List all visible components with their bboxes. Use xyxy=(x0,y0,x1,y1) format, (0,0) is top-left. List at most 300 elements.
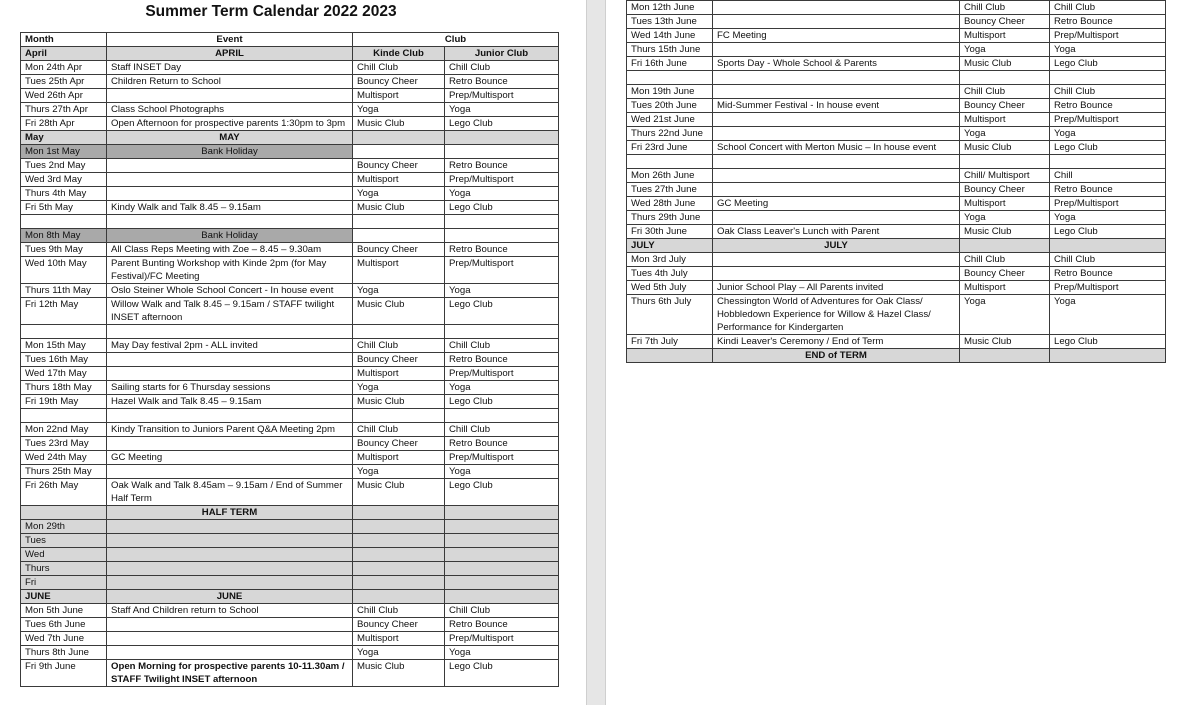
spacer-cell xyxy=(107,324,353,338)
row-date: Fri 30th June xyxy=(627,224,713,238)
row-kinde-club: Multisport xyxy=(353,450,445,464)
row-kinde-club xyxy=(353,505,445,519)
calendar-row xyxy=(21,617,559,631)
row-kinde-club: Chill Club xyxy=(353,603,445,617)
spacer-cell xyxy=(1050,154,1166,168)
row-junior-club: Retro Bounce xyxy=(445,352,559,366)
event-header: Event xyxy=(107,33,353,47)
row-kinde-club: Music Club xyxy=(353,478,445,505)
calendar-row xyxy=(21,89,559,103)
row-kinde-club: Multisport xyxy=(960,112,1050,126)
row-junior-club: Prep/Multisport xyxy=(1050,280,1166,294)
row-event: Sports Day - Whole School & Parents xyxy=(713,57,960,71)
row-kinde-club: Chill Club xyxy=(353,61,445,75)
row-date: Thurs 4th May xyxy=(21,187,107,201)
row-junior-club: Lego Club xyxy=(445,297,559,324)
row-junior-club: Yoga xyxy=(1050,294,1166,334)
row-junior-club xyxy=(445,575,559,589)
spacer-cell xyxy=(713,71,960,85)
row-junior-club: Prep/Multisport xyxy=(445,366,559,380)
row-date: Wed 14th June xyxy=(627,29,713,43)
row-kinde-club: Bouncy Cheer xyxy=(960,15,1050,29)
spacer-cell xyxy=(1050,71,1166,85)
row-date: Mon 1st May xyxy=(21,145,107,159)
row-event xyxy=(713,126,960,140)
row-kinde-club xyxy=(353,228,445,242)
term-label: END of TERM xyxy=(713,348,960,362)
row-kinde-club: Music Club xyxy=(353,394,445,408)
row-date: Thurs xyxy=(21,561,107,575)
row-junior-club: Prep/Multisport xyxy=(445,256,559,283)
row-kinde-club: Multisport xyxy=(960,280,1050,294)
row-date: Tues 16th May xyxy=(21,352,107,366)
row-date: Fri 19th May xyxy=(21,394,107,408)
section-month: JULY xyxy=(627,238,713,252)
row-junior-club: Retro Bounce xyxy=(445,159,559,173)
row-event xyxy=(107,547,353,561)
row-event: Kindy Walk and Talk 8.45 – 9.15am xyxy=(107,201,353,215)
section-month: April xyxy=(21,47,107,61)
row-kinde-club: Multisport xyxy=(353,89,445,103)
row-date: Wed 21st June xyxy=(627,112,713,126)
calendar-table-left xyxy=(20,32,559,687)
row-junior-club: Retro Bounce xyxy=(1050,266,1166,280)
row-date xyxy=(627,348,713,362)
calendar-row xyxy=(627,126,1166,140)
section-junior xyxy=(445,131,559,145)
row-kinde-club: Bouncy Cheer xyxy=(353,436,445,450)
row-date: Fri 7th July xyxy=(627,334,713,348)
spacer-row xyxy=(627,154,1166,168)
row-date: Mon 19th June xyxy=(627,84,713,98)
row-junior-club: Lego Club xyxy=(445,201,559,215)
row-date: Fri 12th May xyxy=(21,297,107,324)
row-kinde-club: Bouncy Cheer xyxy=(353,75,445,89)
half-term-day-row xyxy=(21,561,559,575)
row-kinde-club: Music Club xyxy=(353,297,445,324)
row-kinde-club: Yoga xyxy=(353,645,445,659)
calendar-row xyxy=(21,631,559,645)
row-junior-club: Yoga xyxy=(445,283,559,297)
row-kinde-club: Music Club xyxy=(960,140,1050,154)
calendar-row xyxy=(21,338,559,352)
row-junior-club: Yoga xyxy=(445,187,559,201)
row-kinde-club: Chill Club xyxy=(353,338,445,352)
row-date: Wed 10th May xyxy=(21,256,107,283)
row-junior-club: Chill Club xyxy=(445,61,559,75)
row-junior-club: Lego Club xyxy=(445,478,559,505)
row-junior-club: Chill Club xyxy=(1050,84,1166,98)
spacer-cell xyxy=(21,324,107,338)
row-event: Oak Walk and Talk 8.45am – 9.15am / End of Summer Half Term xyxy=(107,478,353,505)
row-junior-club: Lego Club xyxy=(445,117,559,131)
junior-club-header: Junior Club xyxy=(445,47,559,61)
row-kinde-club: Bouncy Cheer xyxy=(960,182,1050,196)
row-kinde-club: Bouncy Cheer xyxy=(960,98,1050,112)
row-event xyxy=(713,266,960,280)
row-event: Junior School Play – All Parents invited xyxy=(713,280,960,294)
row-date: Wed 28th June xyxy=(627,196,713,210)
row-date: Thurs 6th July xyxy=(627,294,713,334)
row-date: Tues xyxy=(21,533,107,547)
row-kinde-club: Bouncy Cheer xyxy=(353,242,445,256)
row-event: Open Morning for prospective parents 10-11.30am / STAFF Twilight INSET afternoon xyxy=(107,659,353,686)
calendar-row xyxy=(627,294,1166,334)
row-kinde-club: Yoga xyxy=(960,43,1050,57)
row-kinde-club: Music Club xyxy=(960,334,1050,348)
row-date: Wed 3rd May xyxy=(21,173,107,187)
row-event xyxy=(107,645,353,659)
row-event: Sailing starts for 6 Thursday sessions xyxy=(107,380,353,394)
row-event: Chessington World of Adventures for Oak Class/ Hobbledown Experience for Willow & Hazel Class/ Performance for Kindergarten xyxy=(713,294,960,334)
row-kinde-club xyxy=(353,547,445,561)
calendar-row xyxy=(627,224,1166,238)
row-date: Mon 24th Apr xyxy=(21,61,107,75)
spacer-cell xyxy=(960,154,1050,168)
row-junior-club: Retro Bounce xyxy=(1050,98,1166,112)
calendar-row xyxy=(21,352,559,366)
calendar-row xyxy=(21,659,559,686)
row-junior-club: Prep/Multisport xyxy=(445,450,559,464)
row-junior-club: Lego Club xyxy=(445,394,559,408)
calendar-row xyxy=(627,84,1166,98)
row-date: Wed 7th June xyxy=(21,631,107,645)
row-event xyxy=(713,252,960,266)
row-date: Thurs 11th May xyxy=(21,283,107,297)
spacer-row xyxy=(21,408,559,422)
calendar-row xyxy=(627,168,1166,182)
spacer-cell xyxy=(21,408,107,422)
month-section-row xyxy=(21,589,559,603)
row-junior-club: Lego Club xyxy=(1050,224,1166,238)
row-event xyxy=(713,112,960,126)
row-event: Children Return to School xyxy=(107,75,353,89)
spacer-cell xyxy=(107,215,353,229)
section-kinde xyxy=(960,238,1050,252)
row-junior-club: Chill Club xyxy=(445,603,559,617)
row-event xyxy=(107,617,353,631)
row-date: Wed 24th May xyxy=(21,450,107,464)
calendar-row xyxy=(21,366,559,380)
row-junior-club: Lego Club xyxy=(1050,57,1166,71)
calendar-row xyxy=(21,187,559,201)
calendar-row xyxy=(627,57,1166,71)
row-kinde-club: Chill Club xyxy=(960,1,1050,15)
calendar-row xyxy=(21,283,559,297)
calendar-row xyxy=(21,201,559,215)
calendar-row xyxy=(21,422,559,436)
row-junior-club xyxy=(445,547,559,561)
half-term-row xyxy=(21,505,559,519)
calendar-row xyxy=(627,15,1166,29)
row-date: Tues 27th June xyxy=(627,182,713,196)
row-date: Mon 26th June xyxy=(627,168,713,182)
row-date: Fri 5th May xyxy=(21,201,107,215)
row-event: GC Meeting xyxy=(713,196,960,210)
page-gap xyxy=(586,0,606,705)
row-event: Willow Walk and Talk 8.45 – 9.15am / STAFF twilight INSET afternoon xyxy=(107,297,353,324)
month-section-row xyxy=(21,131,559,145)
row-kinde-club: Yoga xyxy=(353,103,445,117)
row-date: Tues 6th June xyxy=(21,617,107,631)
row-event xyxy=(107,187,353,201)
calendar-row xyxy=(21,380,559,394)
row-kinde-club: Bouncy Cheer xyxy=(353,159,445,173)
row-event xyxy=(713,168,960,182)
calendar-row xyxy=(627,43,1166,57)
row-kinde-club: Multisport xyxy=(353,256,445,283)
row-event xyxy=(713,210,960,224)
spacer-cell xyxy=(21,215,107,229)
row-date: Fri 16th June xyxy=(627,57,713,71)
calendar-row xyxy=(21,256,559,283)
calendar-row xyxy=(627,112,1166,126)
row-event: All Class Reps Meeting with Zoe – 8.45 – 9.30am xyxy=(107,242,353,256)
calendar-row xyxy=(21,436,559,450)
row-junior-club xyxy=(445,145,559,159)
row-date: Mon 8th May xyxy=(21,228,107,242)
row-event: Class School Photographs xyxy=(107,103,353,117)
row-event xyxy=(107,533,353,547)
row-junior-club xyxy=(445,561,559,575)
row-junior-club: Prep/Multisport xyxy=(445,173,559,187)
spacer-cell xyxy=(960,71,1050,85)
month-section-row xyxy=(21,47,559,61)
spacer-cell xyxy=(353,215,445,229)
row-event xyxy=(107,575,353,589)
half-term-day-row xyxy=(21,519,559,533)
row-date: Fri xyxy=(21,575,107,589)
row-junior-club: Prep/Multisport xyxy=(445,631,559,645)
row-junior-club: Retro Bounce xyxy=(445,242,559,256)
row-event xyxy=(713,182,960,196)
spacer-cell xyxy=(445,408,559,422)
row-event xyxy=(107,561,353,575)
spacer-row xyxy=(21,324,559,338)
calendar-row xyxy=(627,1,1166,15)
calendar-row xyxy=(21,464,559,478)
row-event xyxy=(107,366,353,380)
calendar-row xyxy=(21,297,559,324)
row-junior-club: Retro Bounce xyxy=(445,75,559,89)
row-event: Mid-Summer Festival - In house event xyxy=(713,98,960,112)
calendar-row xyxy=(21,645,559,659)
row-kinde-club: Yoga xyxy=(353,464,445,478)
row-kinde-club: Yoga xyxy=(960,210,1050,224)
row-kinde-club: Multisport xyxy=(353,173,445,187)
row-junior-club: Yoga xyxy=(445,464,559,478)
row-kinde-club: Music Club xyxy=(960,57,1050,71)
row-junior-club xyxy=(445,228,559,242)
row-junior-club: Prep/Multisport xyxy=(1050,29,1166,43)
row-date: Tues 13th June xyxy=(627,15,713,29)
row-event xyxy=(713,15,960,29)
row-date: Wed 17th May xyxy=(21,366,107,380)
row-junior-club: Chill xyxy=(1050,168,1166,182)
calendar-row xyxy=(21,603,559,617)
row-junior-club xyxy=(1050,348,1166,362)
spacer-cell xyxy=(627,154,713,168)
row-kinde-club: Music Club xyxy=(960,224,1050,238)
row-event: GC Meeting xyxy=(107,450,353,464)
row-kinde-club xyxy=(353,575,445,589)
spacer-row xyxy=(21,215,559,229)
row-kinde-club: Bouncy Cheer xyxy=(353,352,445,366)
row-junior-club: Yoga xyxy=(1050,210,1166,224)
row-junior-club xyxy=(445,533,559,547)
calendar-row xyxy=(21,103,559,117)
row-kinde-club: Multisport xyxy=(353,366,445,380)
row-junior-club: Chill Club xyxy=(445,338,559,352)
row-event xyxy=(713,84,960,98)
section-title: JULY xyxy=(713,238,960,252)
row-kinde-club: Yoga xyxy=(353,283,445,297)
row-kinde-club: Yoga xyxy=(960,294,1050,334)
row-event xyxy=(107,159,353,173)
row-kinde-club: Yoga xyxy=(960,126,1050,140)
calendar-row xyxy=(627,266,1166,280)
row-junior-club: Prep/Multisport xyxy=(1050,112,1166,126)
row-date: Mon 15th May xyxy=(21,338,107,352)
row-junior-club: Yoga xyxy=(445,103,559,117)
row-kinde-club: Bouncy Cheer xyxy=(960,266,1050,280)
row-event: Hazel Walk and Talk 8.45 – 9.15am xyxy=(107,394,353,408)
row-junior-club: Chill Club xyxy=(1050,252,1166,266)
calendar-row xyxy=(21,75,559,89)
row-event: Open Afternoon for prospective parents 1:30pm to 3pm xyxy=(107,117,353,131)
spacer-cell xyxy=(107,408,353,422)
calendar-row xyxy=(21,117,559,131)
calendar-row xyxy=(21,450,559,464)
row-date: Tues 23rd May xyxy=(21,436,107,450)
row-date: Mon 3rd July xyxy=(627,252,713,266)
row-kinde-club: Multisport xyxy=(960,196,1050,210)
row-date: Thurs 25th May xyxy=(21,464,107,478)
spacer-cell xyxy=(713,154,960,168)
row-event: Oslo Steiner Whole School Concert - In house event xyxy=(107,283,353,297)
row-junior-club: Retro Bounce xyxy=(445,617,559,631)
row-event xyxy=(713,43,960,57)
calendar-row xyxy=(21,394,559,408)
row-date: Thurs 22nd June xyxy=(627,126,713,140)
row-date: Tues 4th July xyxy=(627,266,713,280)
row-kinde-club: Music Club xyxy=(353,659,445,686)
section-title: APRIL xyxy=(107,47,353,61)
row-kinde-club: Multisport xyxy=(960,29,1050,43)
row-event xyxy=(107,352,353,366)
row-event: Bank Holiday xyxy=(107,228,353,242)
calendar-row xyxy=(627,280,1166,294)
row-kinde-club: Yoga xyxy=(353,380,445,394)
spacer-cell xyxy=(627,71,713,85)
spacer-cell xyxy=(445,324,559,338)
section-kinde xyxy=(353,131,445,145)
row-event xyxy=(107,89,353,103)
calendar-row xyxy=(21,61,559,75)
row-event xyxy=(107,173,353,187)
calendar-row xyxy=(21,242,559,256)
row-junior-club xyxy=(445,519,559,533)
row-event: Oak Class Leaver's Lunch with Parent xyxy=(713,224,960,238)
half-term-day-row xyxy=(21,547,559,561)
row-date: Mon 29th xyxy=(21,519,107,533)
month-section-row xyxy=(627,238,1166,252)
row-date: Tues 25th Apr xyxy=(21,75,107,89)
document-page-right xyxy=(606,0,1200,705)
row-event: Parent Bunting Workshop with Kinde 2pm (for May Festival)/FC Meeting xyxy=(107,256,353,283)
row-junior-club: Prep/Multisport xyxy=(1050,196,1166,210)
row-kinde-club xyxy=(353,519,445,533)
row-junior-club: Chill Club xyxy=(445,422,559,436)
row-kinde-club: Multisport xyxy=(353,631,445,645)
calendar-row xyxy=(627,210,1166,224)
end-of-term-row xyxy=(627,348,1166,362)
row-junior-club: Yoga xyxy=(445,380,559,394)
row-event xyxy=(713,1,960,15)
calendar-row xyxy=(21,173,559,187)
half-term-day-row xyxy=(21,575,559,589)
document-page-left xyxy=(0,0,586,705)
row-event: Staff And Children return to School xyxy=(107,603,353,617)
row-date: Fri 9th June xyxy=(21,659,107,686)
row-kinde-club: Chill Club xyxy=(960,84,1050,98)
row-date: Fri 28th Apr xyxy=(21,117,107,131)
row-kinde-club: Music Club xyxy=(353,201,445,215)
row-date: Tues 20th June xyxy=(627,98,713,112)
half-term-day-row xyxy=(21,533,559,547)
row-junior-club: Yoga xyxy=(1050,126,1166,140)
row-kinde-club: Yoga xyxy=(353,187,445,201)
row-date: Thurs 18th May xyxy=(21,380,107,394)
calendar-row xyxy=(627,29,1166,43)
row-junior-club: Retro Bounce xyxy=(1050,15,1166,29)
calendar-row xyxy=(627,182,1166,196)
section-junior xyxy=(445,589,559,603)
row-date: Wed 26th Apr xyxy=(21,89,107,103)
row-date: Fri 26th May xyxy=(21,478,107,505)
row-junior-club: Prep/Multisport xyxy=(445,89,559,103)
row-event: Bank Holiday xyxy=(107,145,353,159)
section-month: May xyxy=(21,131,107,145)
row-event xyxy=(107,436,353,450)
calendar-row xyxy=(21,478,559,505)
row-junior-club: Lego Club xyxy=(445,659,559,686)
page-title: Summer Term Calendar 2022 2023 xyxy=(145,3,397,20)
spacer-cell xyxy=(353,408,445,422)
row-event: Kindy Transition to Juniors Parent Q&A Meeting 2pm xyxy=(107,422,353,436)
calendar-row xyxy=(627,196,1166,210)
month-header: Month xyxy=(21,33,107,47)
row-kinde-club xyxy=(353,533,445,547)
section-junior xyxy=(1050,238,1166,252)
calendar-row xyxy=(21,159,559,173)
row-date: Thurs 15th June xyxy=(627,43,713,57)
row-date: Wed 5th July xyxy=(627,280,713,294)
row-junior-club: Yoga xyxy=(1050,43,1166,57)
row-date xyxy=(21,505,107,519)
row-date: Tues 9th May xyxy=(21,242,107,256)
row-date: Mon 22nd May xyxy=(21,422,107,436)
row-date: Thurs 27th Apr xyxy=(21,103,107,117)
row-date: Thurs 29th June xyxy=(627,210,713,224)
row-junior-club: Chill Club xyxy=(1050,1,1166,15)
row-date: Tues 2nd May xyxy=(21,159,107,173)
row-date: Mon 12th June xyxy=(627,1,713,15)
row-event xyxy=(107,631,353,645)
row-junior-club: Retro Bounce xyxy=(445,436,559,450)
spacer-cell xyxy=(445,215,559,229)
club-header: Club xyxy=(353,33,559,47)
